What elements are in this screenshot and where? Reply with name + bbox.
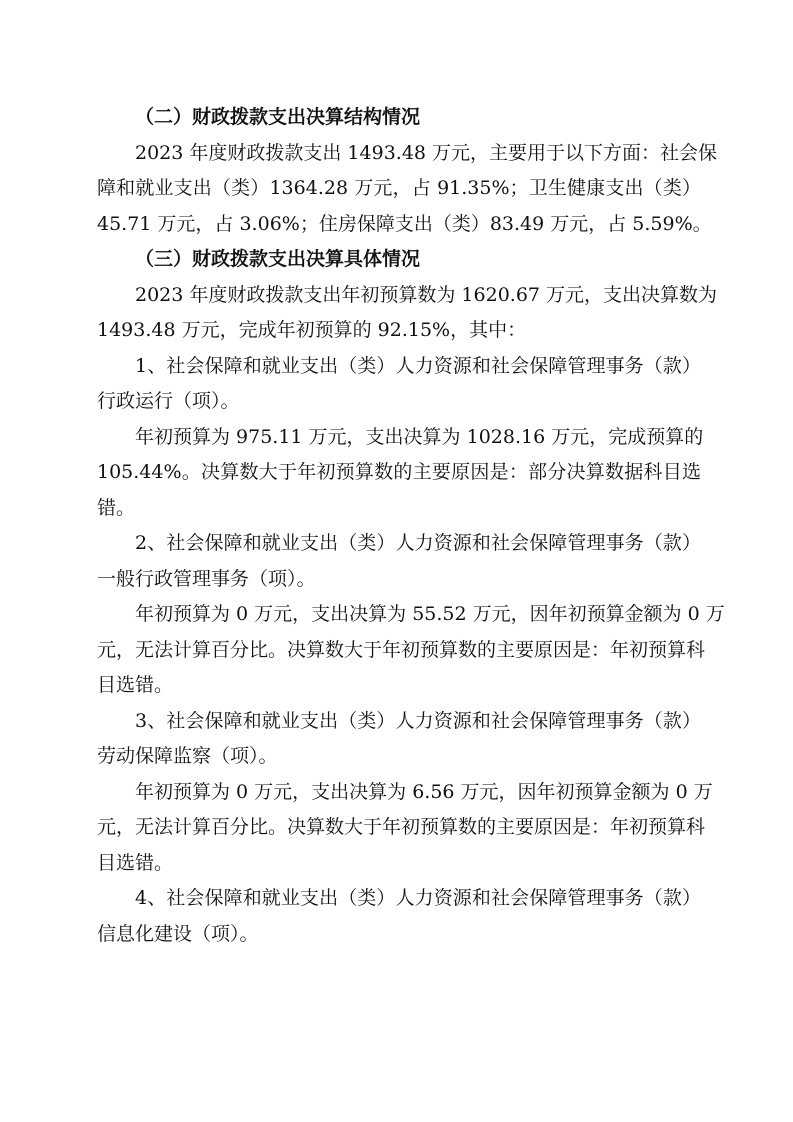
paragraph-line: 45.71 万元，占 3.06%；住房保障支出（类）83.49 万元，占 5.59%。 [97, 212, 712, 235]
item-title-line: 信息化建设（项）。 [97, 922, 259, 945]
document-page [97, 100, 725, 952]
paragraph-line: 1493.48 万元，完成年初预算的 92.15%，其中： [97, 319, 527, 341]
item-title-line: 4、社会保障和就业支出（类）人力资源和社会保障管理事务（款） [135, 887, 701, 909]
paragraph-line: 2023 年度财政拨款支出年初预算数为 1620.67 万元，支出决算数为 [135, 283, 718, 306]
paragraph-line: 年初预算为 0 万元，支出决算为 55.52 万元，因年初预算金额为 0 万 [135, 603, 725, 625]
paragraph-line: 元，无法计算百分比。决算数大于年初预算数的主要原因是：年初预算科 [97, 816, 706, 838]
paragraph-line: 目选错。 [97, 851, 174, 874]
paragraph-line: 错。 [97, 496, 136, 519]
paragraph-line: 105.44%。决算数大于年初预算数的主要原因是：部分决算数据科目选 [97, 461, 701, 483]
item-title-line: 行政运行（项）。 [97, 390, 240, 412]
item-title-line: 3、社会保障和就业支出（类）人力资源和社会保障管理事务（款） [135, 709, 701, 732]
paragraph-line: 目选错。 [97, 674, 174, 696]
item-title-line: 劳动保障监察（项）。 [97, 745, 278, 767]
paragraph-line: 2023 年度财政拨款支出 1493.48 万元，主要用于以下方面：社会保 [135, 141, 718, 164]
item-title-line: 一般行政管理事务（项）。 [97, 567, 316, 590]
item-title-line: 2、社会保障和就业支出（类）人力资源和社会保障管理事务（款） [135, 532, 701, 554]
paragraph-line: 障和就业支出（类）1364.28 万元，占 91.35%；卫生健康支出（类） [97, 177, 701, 199]
paragraph-line: 年初预算为 975.11 万元，支出决算为 1028.16 万元，完成预算的 [135, 425, 704, 448]
paragraph-line: 年初预算为 0 万元，支出决算为 6.56 万元，因年初预算金额为 0 万 [135, 780, 713, 803]
section-heading-structure: （二）财政拨款支出决算结构情况 [135, 106, 421, 128]
paragraph-line: 元，无法计算百分比。决算数大于年初预算数的主要原因是：年初预算科 [97, 638, 706, 661]
section-heading-detail: （三）财政拨款支出决算具体情况 [135, 248, 421, 270]
item-title-line: 1、社会保障和就业支出（类）人力资源和社会保障管理事务（款） [135, 354, 701, 377]
